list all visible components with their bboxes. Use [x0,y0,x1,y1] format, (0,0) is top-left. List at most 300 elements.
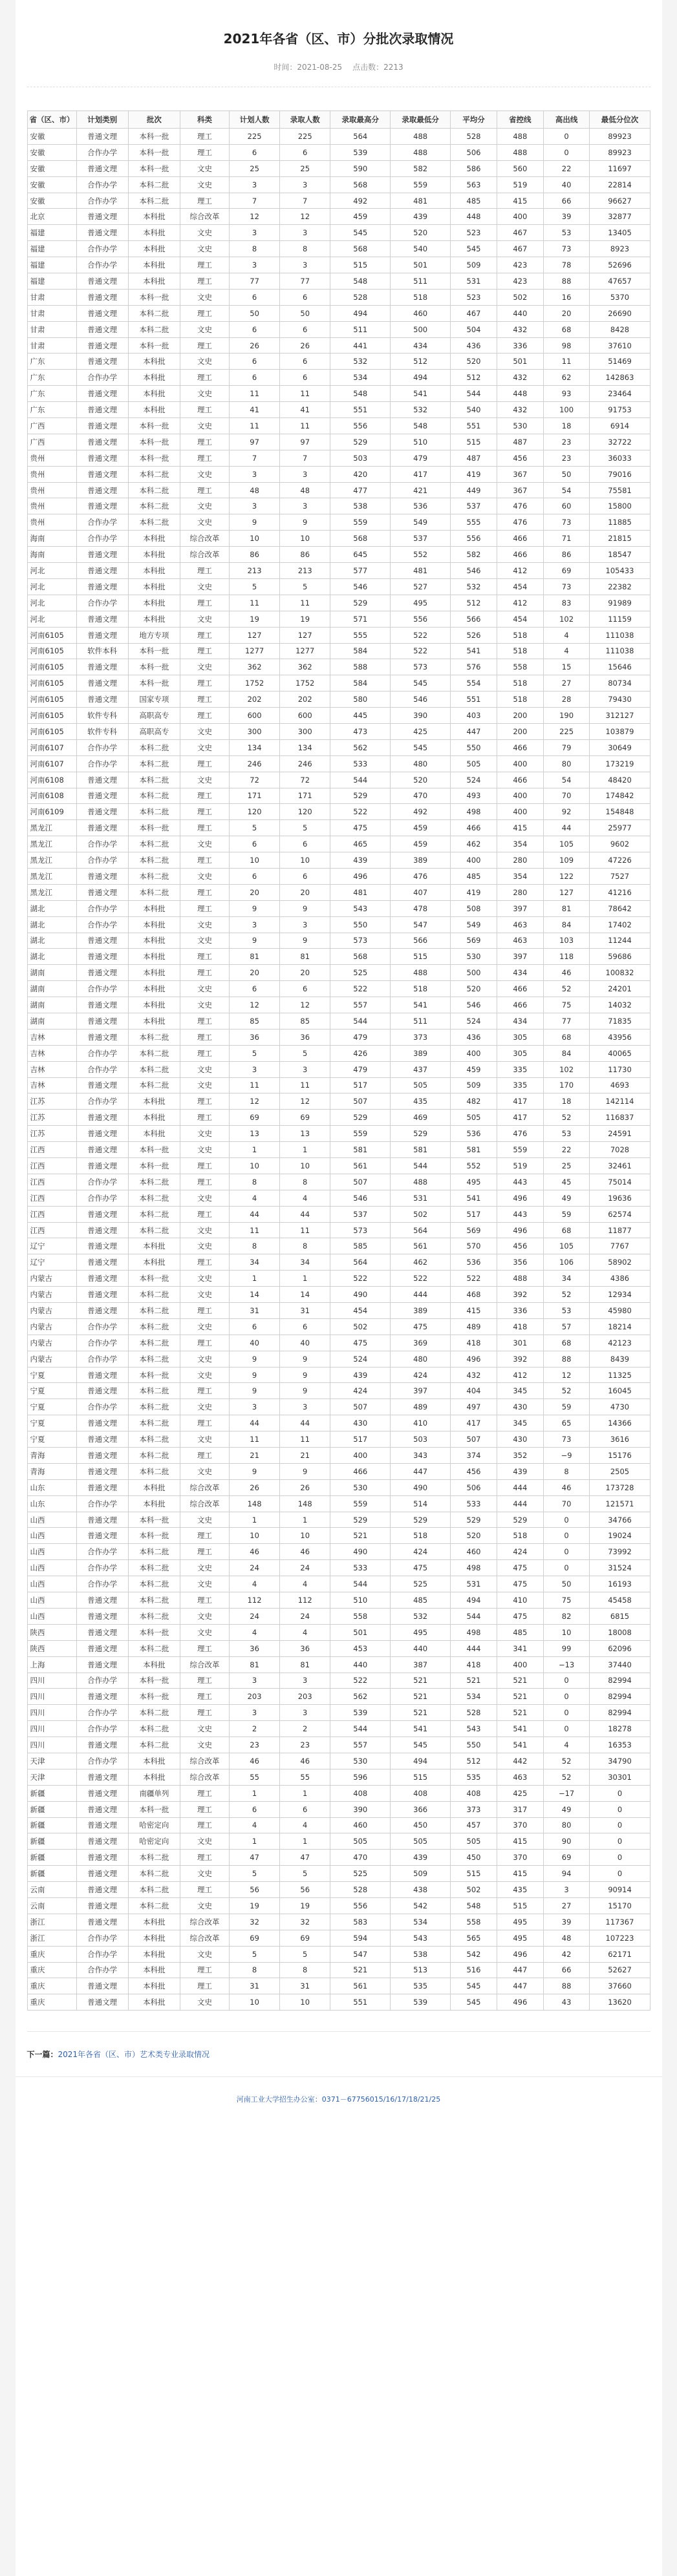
table-cell: 70 [543,788,590,804]
table-cell: 本科批 [128,1093,180,1110]
table-row [27,675,650,692]
table-cell: 本科一批 [128,450,180,466]
table-cell: 31 [230,1303,280,1319]
table-cell: 文史 [180,659,230,675]
table-cell: 重庆 [27,1946,76,1962]
table-cell: 370 [497,1850,543,1866]
table-cell: 合作办学 [76,1560,128,1576]
table-cell: 459 [391,820,451,836]
table-cell: 525 [391,1576,451,1592]
table-cell: 555 [451,514,497,531]
table-cell: 407 [391,884,451,900]
table-row [27,772,650,788]
table-cell: 6 [280,836,330,852]
table-cell: 本科一批 [128,1512,180,1528]
table-cell: 普通文理 [76,1833,128,1850]
table-cell: 534 [330,370,391,386]
table-cell: 6 [280,370,330,386]
table-cell: 503 [391,1431,451,1448]
table-cell: 366 [391,1801,451,1817]
table-cell: 5 [230,1866,280,1882]
table-cell: 362 [230,659,280,675]
table-cell: 12934 [590,1287,650,1303]
table-cell: 安徽 [27,144,76,160]
table-cell: 354 [497,836,543,852]
admission-table-wrap [27,111,650,2011]
table-cell: 127 [230,627,280,643]
table-cell: 本科批 [128,563,180,579]
table-cell: 湖南 [27,965,76,981]
table-cell: 1 [230,1142,280,1158]
table-cell: 430 [330,1415,391,1431]
table-cell: 本科二批 [128,772,180,788]
table-cell: 531 [451,1576,497,1592]
table-cell: 10 [543,1624,590,1640]
table-cell: 418 [497,1318,543,1335]
table-cell: 528 [330,1882,391,1898]
table-cell: 476 [497,1126,543,1142]
table-cell: 515 [497,1897,543,1914]
next-article-link[interactable]: 2021年各省（区、市）艺术类专业录取情况 [58,2050,210,2060]
table-cell: 548 [330,386,391,402]
table-cell: 509 [451,1077,497,1093]
table-cell: 531 [451,273,497,290]
table-cell: 521 [497,1673,543,1689]
table-cell: 46 [280,1544,330,1560]
table-cell: 423 [497,257,543,273]
table-cell: 3 [230,257,280,273]
table-cell: 69 [543,563,590,579]
table-cell: 36 [230,1640,280,1656]
table-cell: 440 [330,1656,391,1673]
table-cell: 8 [280,241,330,257]
table-cell: 46 [543,965,590,981]
table-cell: 522 [451,1271,497,1287]
table-cell: 理工 [180,852,230,869]
table-cell: 120 [280,804,330,820]
table-cell: 514 [391,1495,451,1512]
table-cell: 80734 [590,675,650,692]
table-cell: 文史 [180,1608,230,1624]
table-cell: 538 [391,1946,451,1962]
table-cell: 529 [330,1110,391,1126]
table-cell: 52 [543,1753,590,1769]
table-cell: 335 [497,1061,543,1077]
table-cell: 软件专科 [76,708,128,724]
table-cell: 14366 [590,1415,650,1431]
table-cell: 12 [230,1093,280,1110]
table-cell: 宁夏 [27,1367,76,1383]
table-cell: 青海 [27,1463,76,1479]
table-cell: 哈密定向 [128,1817,180,1833]
table-cell: 494 [391,370,451,386]
table-cell: 37660 [590,1978,650,1994]
table-cell: 81 [230,949,280,965]
table-cell: 2 [280,1721,330,1737]
table-cell: 533 [330,1560,391,1576]
table-cell: 83 [543,595,590,611]
table-cell: 本科批 [128,949,180,965]
table-row [27,820,650,836]
table-cell: 58902 [590,1254,650,1271]
table-cell: 102 [543,1061,590,1077]
table-cell: 522 [330,1673,391,1689]
table-cell: 3 [230,466,280,482]
table-cell: 470 [391,788,451,804]
table-cell: 570 [451,1238,497,1254]
table-cell: 9 [230,1383,280,1399]
table-cell: 重庆 [27,1978,76,1994]
table-cell: 481 [391,563,451,579]
table-cell: 77 [543,1013,590,1029]
table-cell: 25 [280,160,330,176]
table-cell: 6 [230,868,280,884]
table-cell: 21 [280,1448,330,1464]
table-cell: 理工 [180,820,230,836]
table-cell: 7 [280,193,330,209]
table-cell: 本科一批 [128,418,180,434]
table-cell: 534 [451,1689,497,1705]
table-cell: 561 [391,1238,451,1254]
table-cell: 519 [497,1158,543,1174]
table-cell: 高职高专 [128,723,180,739]
table-cell: 24 [230,1560,280,1576]
table-cell: 533 [330,755,391,772]
table-cell: 0 [543,1721,590,1737]
table-cell: 文史 [180,1061,230,1077]
table-cell: 449 [451,482,497,498]
table-cell: 普通文理 [76,289,128,305]
table-cell: 447 [451,723,497,739]
table-cell: 412 [497,595,543,611]
table-cell: 85 [280,1013,330,1029]
table-cell: 普通文理 [76,1254,128,1271]
table-cell: 432 [497,370,543,386]
table-cell: 515 [391,949,451,965]
table-cell: 普通文理 [76,1592,128,1609]
table-cell: 518 [391,981,451,997]
table-cell: 34 [543,1271,590,1287]
table-cell: 517 [451,1206,497,1222]
table-cell: 0 [590,1785,650,1801]
table-cell: 142863 [590,370,650,386]
table-cell: 普通文理 [76,1689,128,1705]
table-cell: 本科二批 [128,739,180,755]
table-cell: 3 [280,225,330,241]
table-row [27,578,650,595]
table-cell: 本科批 [128,1656,180,1673]
table-cell: 新疆 [27,1801,76,1817]
table-cell: 536 [391,498,451,514]
table-cell: 文史 [180,611,230,627]
table-cell: 305 [497,1045,543,1061]
table-cell: 28 [543,692,590,708]
table-cell: 39 [543,1914,590,1930]
table-row [27,1624,650,1640]
table-cell: 文史 [180,1560,230,1576]
table-cell: 117367 [590,1914,650,1930]
table-cell: 9602 [590,836,650,852]
table-cell: 文史 [180,578,230,595]
table-cell: 文史 [180,1721,230,1737]
table-cell: 440 [391,1640,451,1656]
table-cell: 341 [497,1640,543,1656]
table-cell: 27 [543,1897,590,1914]
table-cell: 本科二批 [128,804,180,820]
table-cell: 新疆 [27,1785,76,1801]
table-cell: 普通文理 [76,1656,128,1673]
table-cell: 52 [543,1769,590,1785]
table-cell: 505 [451,1110,497,1126]
table-cell: 1 [230,1271,280,1287]
table-cell: 300 [280,723,330,739]
table-cell: 山西 [27,1576,76,1592]
table-cell: 辽宁 [27,1238,76,1254]
table-row [27,1753,650,1769]
table-cell: 普通文理 [76,675,128,692]
table-cell: 本科一批 [128,1801,180,1817]
table-cell: 11 [280,386,330,402]
table-cell: 7527 [590,868,650,884]
table-cell: 92 [543,804,590,820]
table-cell: 普通文理 [76,1110,128,1126]
table-cell: 本科二批 [128,1721,180,1737]
table-cell: 600 [280,708,330,724]
table-row [27,627,650,643]
table-cell: 68 [543,1222,590,1238]
table-cell: 理工 [180,755,230,772]
table-cell: 93 [543,386,590,402]
table-cell: 本科批 [128,547,180,563]
table-cell: 439 [391,209,451,225]
table-cell: 544 [330,1576,391,1592]
table-cell: 127 [280,627,330,643]
table-cell: 543 [330,900,391,916]
table-cell: 517 [330,1431,391,1448]
table-cell: 综合改革 [180,1914,230,1930]
table-cell: 581 [451,1142,497,1158]
table-cell: 389 [391,1045,451,1061]
table-cell: 533 [451,1495,497,1512]
table-row [27,305,650,321]
table-cell: 内蒙古 [27,1335,76,1351]
table-cell: 520 [451,354,497,370]
table-cell: 3 [280,498,330,514]
table-cell: 3 [230,225,280,241]
table-cell: 6 [280,1801,330,1817]
table-cell: 31 [280,1303,330,1319]
table-cell: 北京 [27,209,76,225]
table-cell: 475 [391,1318,451,1335]
table-cell: 理工 [180,675,230,692]
table-cell: 11 [230,1431,280,1448]
table-row [27,547,650,563]
table-cell: 203 [280,1689,330,1705]
table-row [27,788,650,804]
table-row [27,1512,650,1528]
table-cell: 80 [543,1817,590,1833]
table-cell: 46 [543,1479,590,1495]
table-cell: 本科批 [128,900,180,916]
table-cell: 437 [391,1061,451,1077]
table-cell: 19 [230,1897,280,1914]
table-cell: 469 [391,1110,451,1126]
table-cell: 568 [330,949,391,965]
table-cell: 84 [543,1045,590,1061]
table-cell: 河南6105 [27,692,76,708]
table-cell: 本科二批 [128,1431,180,1448]
table-row [27,531,650,547]
table-cell: 171 [280,788,330,804]
table-cell: 568 [330,531,391,547]
table-cell: 本科二批 [128,1077,180,1093]
table-cell: 91989 [590,595,650,611]
table-row [27,1110,650,1126]
table-cell: 586 [451,160,497,176]
table-cell: 23 [543,450,590,466]
table-cell: 15646 [590,659,650,675]
column-header: 省（区、市） [27,111,76,129]
table-cell: 480 [391,1351,451,1367]
table-cell: 466 [497,739,543,755]
table-cell: 71835 [590,1013,650,1029]
table-row [27,739,650,755]
table-cell: 本科二批 [128,1544,180,1560]
table-cell: 本科一批 [128,1689,180,1705]
table-cell: 77 [280,273,330,290]
table-cell: 理工 [180,144,230,160]
table-cell: 521 [391,1689,451,1705]
table-cell: 福建 [27,225,76,241]
table-cell: 江西 [27,1174,76,1190]
table-cell: 湖北 [27,933,76,949]
table-row [27,1479,650,1495]
table-cell: 12 [230,997,280,1013]
table-cell: 75 [543,997,590,1013]
table-cell: 合作办学 [76,1946,128,1962]
table-cell: 本科二批 [128,514,180,531]
table-row [27,1785,650,1801]
table-cell: 理工 [180,1110,230,1126]
table-row [27,129,650,145]
table-cell: 447 [391,1463,451,1479]
table-row [27,997,650,1013]
table-cell: 本科二批 [128,305,180,321]
table-cell: 本科二批 [128,1029,180,1045]
table-cell: 普通文理 [76,1624,128,1640]
table-row [27,1190,650,1206]
table-cell: 天津 [27,1753,76,1769]
table-cell: 理工 [180,1801,230,1817]
table-cell: 532 [451,578,497,595]
table-cell: 江苏 [27,1110,76,1126]
table-cell: 本科二批 [128,1850,180,1866]
table-cell: 福建 [27,273,76,290]
table-row [27,241,650,257]
table-row [27,836,650,852]
table-cell: 24201 [590,981,650,997]
table-cell: 黑龙江 [27,868,76,884]
table-cell: 11730 [590,1061,650,1077]
table-cell: 20 [230,965,280,981]
table-row [27,257,650,273]
table-cell: 1 [230,1785,280,1801]
table-cell: 本科一批 [128,1271,180,1287]
table-cell: 392 [497,1351,543,1367]
table-cell: 普通文理 [76,1866,128,1882]
table-cell: 3 [230,1673,280,1689]
table-cell: 文史 [180,1399,230,1415]
table-cell: 444 [497,1495,543,1512]
table-header-row [27,111,650,129]
table-cell: 理工 [180,1158,230,1174]
table-cell: 合作办学 [76,1351,128,1367]
table-cell: 普通文理 [76,1383,128,1399]
table-cell: 文史 [180,739,230,755]
table-cell: 561 [330,1158,391,1174]
table-cell: 367 [497,482,543,498]
table-cell: 本科二批 [128,1190,180,1206]
table-cell: 443 [497,1174,543,1190]
table-cell: 本科二批 [128,1222,180,1238]
table-row [27,965,650,981]
table-cell: 普通文理 [76,1640,128,1656]
table-cell: 理工 [180,370,230,386]
table-cell: 447 [497,1978,543,1994]
table-cell: 434 [497,1013,543,1029]
table-cell: 河南6107 [27,755,76,772]
table-cell: 山西 [27,1592,76,1609]
table-cell: 34 [280,1254,330,1271]
table-cell: 73 [543,241,590,257]
table-cell: 10 [280,531,330,547]
table-cell: 内蒙古 [27,1287,76,1303]
table-cell: 文史 [180,916,230,933]
table-cell: 468 [451,1287,497,1303]
table-cell: 91753 [590,402,650,418]
table-cell: 400 [497,755,543,772]
table-cell: 理工 [180,402,230,418]
table-cell: 文史 [180,1238,230,1254]
table-cell: 415 [497,1866,543,1882]
table-cell: 65 [543,1415,590,1431]
table-cell: 362 [280,659,330,675]
table-cell: 6 [230,1318,280,1335]
table-cell: 0 [543,144,590,160]
table-cell: 415 [497,193,543,209]
table-cell: 普通文理 [76,1287,128,1303]
table-cell: 94 [543,1866,590,1882]
table-cell: 宁夏 [27,1383,76,1399]
table-cell: 487 [497,434,543,450]
table-cell: 459 [451,1061,497,1077]
table-cell: 13405 [590,225,650,241]
table-cell: 523 [451,289,497,305]
table-cell: 南疆单列 [128,1785,180,1801]
table-cell: 海南 [27,531,76,547]
table-row [27,1158,650,1174]
table-cell: 356 [497,1254,543,1271]
table-cell: 552 [391,547,451,563]
table-row [27,1833,650,1850]
table-row [27,868,650,884]
table-cell: 文史 [180,1897,230,1914]
table-cell: 本科批 [128,916,180,933]
table-cell: 1 [280,1142,330,1158]
table-cell: 普通文理 [76,1077,128,1093]
table-cell: 9 [280,900,330,916]
table-cell: 225 [280,129,330,145]
